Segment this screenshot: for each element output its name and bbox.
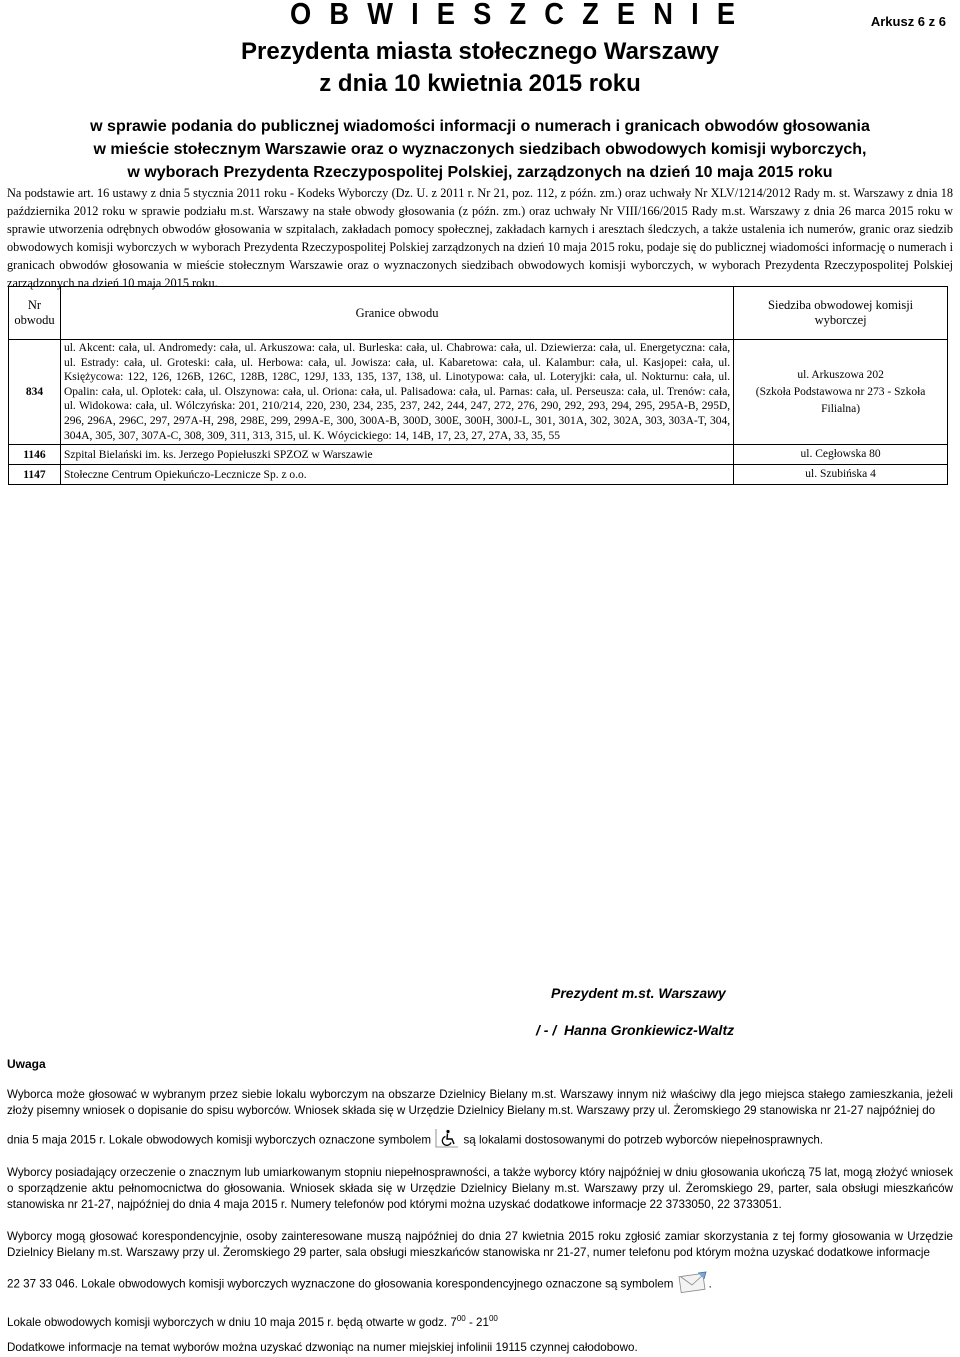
header-number-line-2: obwodu <box>14 313 55 327</box>
heading-line-3: w wyborach Prezydenta Rzeczypospolitej Polskiej, zarządzonych na dzień 10 maja 2015 roku <box>127 164 833 181</box>
table-row <box>9 445 948 465</box>
note-paragraph-4 <box>7 1311 953 1331</box>
note-paragraph-1: Wyborca może głosować w wybranym przez siebie lokalu wyborczym na obszarze Dzielnicy Bielany m.st. Warszawy innym niż właściwy dla jego miejsca stałego zamieszkania, jeżeli złoży pisemny wniosek o dopisanie do spisu wyborców. Wniosek składa się w Urzędzie Dzielnicy Bielany m.st. Warszawy przy ul. Żeromskiego 29 stanowiska nr 21-27 najpóźniej do <box>7 1088 953 1117</box>
note-4-sup-open: 00 <box>456 1314 466 1323</box>
row-seat: ul. Cegłowska 80 <box>734 445 948 465</box>
row-number: 1147 <box>9 465 61 485</box>
note-paragraph-3-end <box>7 1271 953 1298</box>
sheet-number: Arkusz 6 z 6 <box>870 14 946 29</box>
row-seat-line-1: ul. Arkuszowa 202 <box>797 368 884 381</box>
header-number <box>9 287 61 340</box>
districts-table <box>8 286 948 485</box>
row-seat: ul. Szubińska 4 <box>734 465 948 485</box>
note-paragraph-2: Wyborcy posiadający orzeczenie o znacznym lub umiarkowanym stopniu niepełnosprawności, a także wyborcy który najpóźniej w dniu głosowania ukończą 75 lat, mogą złożyć wniosek o sporządzenie aktu pełnomocnictwa do głosowania. Wniosek składa się w Urzędzie Dzielnicy Bielany m.st. Warszawy przy ul. Żeromskiego 29, parter, sala obsługi mieszkańców stanowiska nr 21-27, najpóźniej do dnia 4 maja 2015 r. Numery telefonów pod którymi można uzyskać dodatkowe informacje 22 3733050, 22 3733051. <box>7 1166 953 1211</box>
table-row <box>9 340 948 445</box>
signature-title: Prezydent m.st. Warszawy <box>551 985 726 1001</box>
table-row <box>9 465 948 485</box>
row-seat-line-3: Filialna) <box>821 402 861 415</box>
note-paragraph-1-end <box>7 1128 953 1153</box>
document-subtitle-date: z dnia 10 kwietnia 2015 roku <box>319 70 641 97</box>
row-number: 834 <box>9 340 61 445</box>
note-3-text-before: 22 37 33 046. Lokale obwodowych komisji wyborczych wyznaczone do głosowania korespondencyjnego oznaczone są symbolem <box>7 1277 674 1291</box>
note-4-text-mid: - 21 <box>465 1315 489 1329</box>
notes-heading: Uwaga <box>7 1057 46 1071</box>
signature-name: / - / Hanna Gronkiewicz-Waltz <box>536 1022 735 1038</box>
intro-paragraph: Na podstawie art. 16 ustawy z dnia 5 stycznia 2011 roku - Kodeks Wyborczy (Dz. U. z 2011 r. Nr 21, poz. 112, z późn. zm.) oraz uchwały Nr XLV/1214/2012 Rady m. st. Warszawy z dnia 18 października 2012 roku w sprawie podziału m.st. Warszawy na stałe obwody głosowania (z późn. zm.) oraz uchwały Nr VIII/166/2015 Rady m.st. Warszawy z dnia 26 marca 2015 roku w sprawie utworzenia odrębnych obwodów głosowania w szpitalach, zakładach pomocy społecznej, zakładach karnych i aresztach śledczych, a także ustalenia ich numerów, granic oraz siedzib obwodowych komisji wyborczych w wyborach Prezydenta Rzeczypospolitej Polskiej zarządzonych na dzień 10 maja 2015 roku, podaje się do publicznej wiadomości informację o numerach i granicach obwodów głosowania w mieście stołecznym Warszawie oraz o wyznaczonych siedzibach obwodowych komisji wyborczych, w wyborach Prezydenta Rzeczypospolitej Polskiej zarządzonych na dzień 10 maja 2015 roku. <box>7 186 953 290</box>
row-number: 1146 <box>9 445 61 465</box>
row-seat-line-2: (Szkoła Podstawowa nr 273 - Szkoła <box>755 385 926 398</box>
table-header-row <box>9 287 948 340</box>
row-bounds: ul. Akcent: cała, ul. Andromedy: cała, ul. Arkuszowa: cała, ul. Burleska: cała, ul. Chabrowa: cała, ul. Dziewierza: cała, ul. Energetyczna: cała, ul. Estrady: cała, ul. Groteski: cała, ul. Herbowa: cała, ul. Jowisza: cała, ul. Kabaretowa: cała, ul. Kalambur: cała, ul. Kasjopei: cała, ul. Księżycowa: 122, 126, 126B, 126C, 128B, 128C, 129J, 133, 135, 137, 138, ul. Linotypowa: cała, ul. Loteryjki: cała, ul. Nokturnu: cała, ul. Opalin: cała, ul. Oplotek: cała, ul. Olszynowa: cała, ul. Oriona: cała, ul. Palisadowa: cała, ul. Parnas: cała, ul. Perseusza: cała, ul. Trenów: cała, ul. Widokowa: cała, ul. Wólczyńska: 201, 210/214, 220, 230, 234, 235, 237, 242, 244, 247, 272, 276, 290, 292, 293, 294, 295, 295A-B, 295D, 296, 296A, 296C, 297, 297A-H, 298, 298E, 299, 299A-E, 300, 300A-B, 300D, 300E, 300H, 300J-L, 301, 301A, 302, 302A, 303, 303A-T, 304, 304A, 305, 307, 307A-C, 308, 309, 311, 313, 315, ul. K. Wóycickiego: 14, 14B, 17, 23, 27, 27A, 33, 35, 55 <box>60 340 733 445</box>
row-seat <box>734 340 948 445</box>
heading-line-1: w sprawie podania do publicznej wiadomości informacji o numerach i granicach obwodów głosowania <box>90 118 870 135</box>
note-paragraph-3: Wyborcy mogą głosować korespondencyjnie, osoby zainteresowane muszą najpóźniej do dnia 27 kwietnia 2015 roku zgłosić zamiar skorzystania z tej formy głosowania w Urzędzie Dzielnicy Bielany m.st. Warszawy przy ul. Żeromskiego 29 parter, sala obsługi mieszkańców stanowiska nr 21-27, numer telefonu pod którym można uzyskać dodatkowe informacje <box>7 1230 953 1259</box>
heading-line-2: w mieście stołecznym Warszawie oraz o wyznaczonych siedzibach obwodowych komisji wyborczych, <box>93 141 867 158</box>
header-bounds: Granice obwodu <box>60 287 733 340</box>
row-bounds: Szpital Bielański im. ks. Jerzego Popiełuszki SPZOZ w Warszawie <box>60 445 733 465</box>
note-4-text: Lokale obwodowych komisji wyborczych w dniu 10 maja 2015 r. będą otwarte w godz. 7 <box>7 1315 457 1329</box>
note-paragraph-5: Dodatkowe informacje na temat wyborów można uzyskać dzwoniąc na numer miejskiej infolinii 19115 czynnej całodobowo. <box>7 1341 638 1354</box>
note-3-text-after: . <box>708 1277 712 1291</box>
header-seat-line-2: wyborczej <box>814 313 867 327</box>
note-1-text-before: dnia 5 maja 2015 r. Lokale obwodowych komisji wyborczych oznaczone symbolem <box>7 1133 432 1147</box>
header-number-line-1: Nr <box>27 298 42 312</box>
document-title: O B W I E S Z C Z E N I E <box>290 0 741 31</box>
envelope-icon <box>677 1271 709 1298</box>
document-subtitle-issuer: Prezydenta miasta stołecznego Warszawy <box>241 38 719 65</box>
row-bounds: Stołeczne Centrum Opiekuńczo-Lecznicze Sp. z o.o. <box>60 465 733 485</box>
note-1-text-after: są lokalami dostosowanymi do potrzeb wyborców niepełnosprawnych. <box>463 1133 824 1147</box>
header-seat-line-1: Siedziba obwodowej komisji <box>768 298 914 312</box>
note-4-sup-close: 00 <box>488 1314 498 1323</box>
wheelchair-icon <box>434 1128 460 1153</box>
header-seat <box>734 287 948 340</box>
